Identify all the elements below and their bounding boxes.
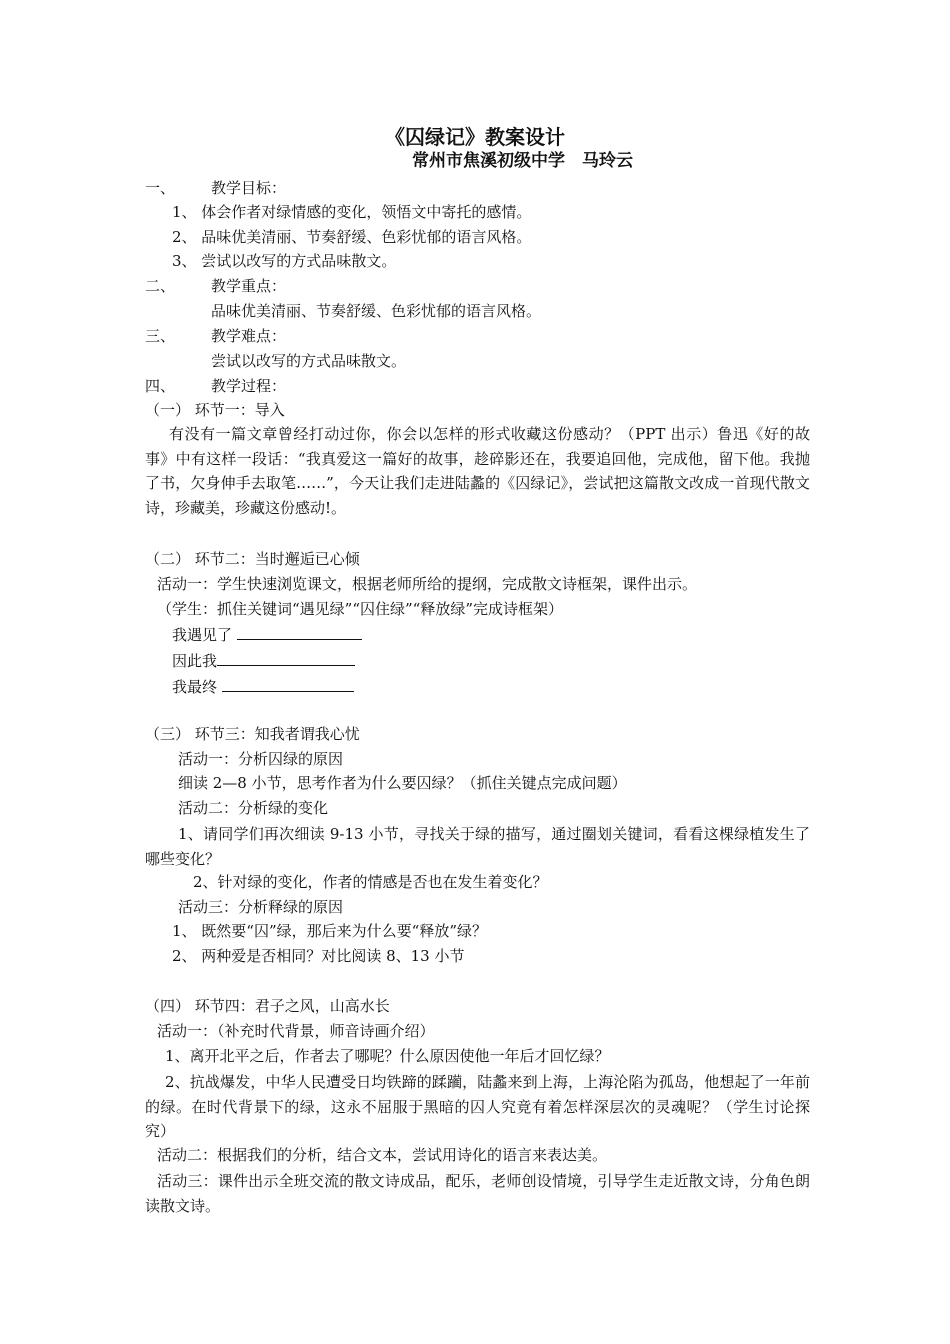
fill-blank-2	[217, 650, 355, 666]
author-line: 常州市焦溪初级中学 马玲云	[412, 151, 633, 171]
section-3-heading: 教学难点：	[211, 327, 287, 345]
section-1-heading: 教学目标：	[211, 179, 287, 197]
poem-frame-label-2: 因此我	[172, 652, 218, 670]
step-3-question-2: 2、针对绿的变化，作者的情感是否也在发生着变化？	[193, 873, 548, 891]
step-3-activity-2: 活动二：分析绿的变化	[178, 799, 329, 817]
step-2-heading: （二） 环节二：当时邂逅已心倾	[145, 550, 360, 568]
poem-frame-line-2	[172, 650, 355, 671]
poem-frame-line-3	[172, 676, 354, 697]
step-4-activity-1: 活动一：（补充时代背景，师音诗画介绍）	[157, 1022, 435, 1040]
section-2-heading: 教学重点：	[211, 277, 287, 295]
section-2-body: 品味优美清丽、节奏舒缓、色彩忧郁的语言风格。	[211, 302, 542, 320]
poem-frame-label-1: 我遇见了	[172, 626, 237, 644]
section-4-number: 四、	[145, 377, 176, 395]
step-4-activity-2: 活动二：根据我们的分析，结合文本，尝试用诗化的语言来表达美。	[157, 1146, 608, 1164]
step-4-activity-3: 活动三：课件出示全班交流的散文诗成品，配乐，老师创设情境，引导学生走近散文诗，分角色朗读散文诗。	[145, 1172, 810, 1215]
step-2-note: （学生：抓住关键词“遇见绿”“囚住绿”“释放绿”完成诗框架）	[157, 600, 564, 618]
section-3-body: 尝试以改写的方式品味散文。	[211, 352, 407, 370]
step-3-question-3: 1、 既然要“囚”绿，那后来为什么要“释放”绿？	[172, 922, 487, 940]
step-3-activity-3: 活动三：分析释绿的原因	[178, 898, 344, 916]
step-4-question-1: 1、离开北平之后，作者去了哪呢？什么原因使他一年后才回忆绿？	[165, 1047, 610, 1065]
step-3-question-4: 2、 两种爱是否相同？对比阅读 8、13 小节	[172, 947, 465, 965]
step-1-paragraph: 有没有一篇文章曾经打动过你，你会以怎样的形式收藏这份感动？（PPT 出示）鲁迅《好的故事》中有这样一段话：“我真爱这一篇好的故事，趁碎影还在，我要追回他，完成他，留下他。我抛了书，欠身伸手去取笔……”，今天让我们走进陆蠡的《囚绿记》，尝试把这篇散文改成一首现代散文诗，珍藏美，珍藏这份感动!。	[145, 425, 810, 517]
fill-blank-1	[237, 624, 362, 640]
poem-frame-line-1	[172, 624, 362, 645]
section-4-heading: 教学过程：	[211, 377, 287, 395]
objective-item-1: 1、 体会作者对绿情感的变化，领悟文中寄托的感情。	[172, 203, 532, 221]
document-title: 《囚绿记》教案设计	[385, 125, 565, 149]
objective-item-3: 3、 尝试以改写的方式品味散文。	[172, 252, 397, 270]
section-2-number: 二、	[145, 277, 176, 295]
poem-frame-label-3: 我最终	[172, 678, 222, 696]
step-3-activity-1: 活动一：分析囚绿的原因	[178, 750, 344, 768]
step-2-activity-1: 活动一：学生快速浏览课文，根据老师所给的提纲，完成散文诗框架，课件出示。	[157, 575, 698, 593]
step-3-heading: （三） 环节三：知我者谓我心忧	[145, 725, 360, 743]
section-3-number: 三、	[145, 327, 176, 345]
step-3-question-1: 1、请同学们再次细读 9-13 小节，寻找关于绿的描写，通过圈划关键词，看看这棵绿植发生了哪些变化？	[145, 825, 810, 868]
objective-item-2: 2、 品味优美清丽、节奏舒缓、色彩忧郁的语言风格。	[172, 228, 532, 246]
section-1-number: 一、	[145, 179, 176, 197]
step-4-heading: （四） 环节四：君子之风，山高水长	[145, 997, 390, 1015]
step-1-heading: （一） 环节一：导入	[145, 401, 285, 419]
step-3-activity-1-detail: 细读 2—8 小节，思考作者为什么要囚绿？（抓住关键点完成问题）	[178, 774, 627, 792]
step-4-question-2: 2、抗战爆发，中华人民遭受日均铁蹄的蹂躏，陆蠡来到上海，上海沦陷为孤岛，他想起了一年前的绿。在时代背景下的绿，这永不屈服于黑暗的囚人究竟有着怎样深层次的灵魂呢？（学生讨论探究）	[145, 1073, 810, 1140]
fill-blank-3	[222, 676, 354, 692]
